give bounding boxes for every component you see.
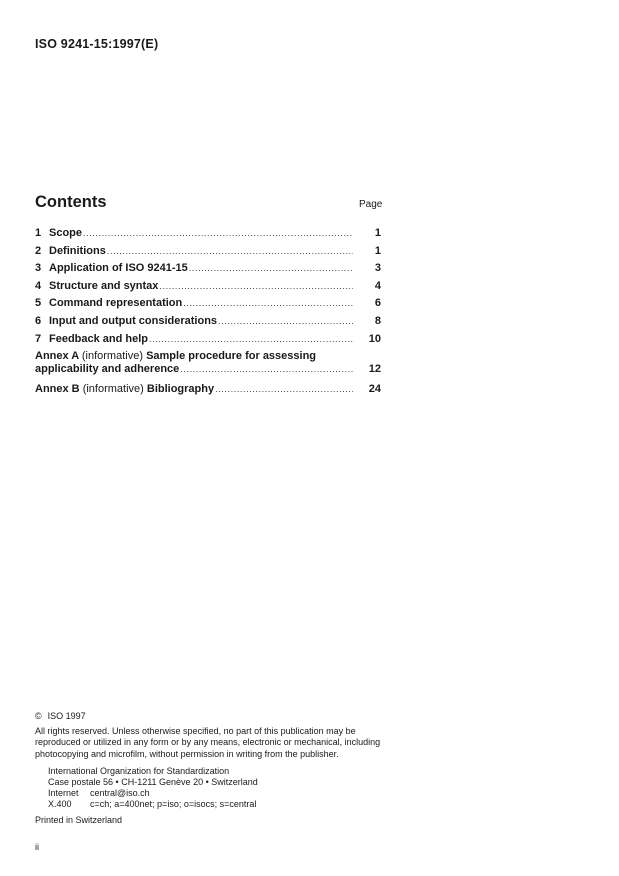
- publisher-address: [48, 766, 385, 810]
- annex-b-label: Annex B: [35, 382, 80, 395]
- toc-annex-a-continued[interactable]: [35, 363, 381, 381]
- toc-entry-number: 6: [35, 314, 42, 327]
- toc-entry-title: Application of ISO 9241-15: [49, 262, 188, 275]
- org-name: International Organization for Standardization: [48, 766, 230, 776]
- dot-leader: [159, 281, 353, 291]
- toc-entry-title: Feedback and help: [49, 332, 149, 345]
- toc-entry-title: Command representation: [49, 297, 183, 310]
- toc-annex-a[interactable]: [35, 350, 381, 363]
- toc-entry-page: 10: [368, 332, 381, 345]
- dot-leader: [218, 316, 353, 326]
- toc-entry-page: 3: [374, 262, 381, 275]
- toc-entry-page: 12: [368, 363, 381, 376]
- toc-entry-number: 3: [35, 262, 42, 275]
- toc-entry-page: 1: [374, 227, 381, 239]
- annex-a-title-line1: Sample procedure for assessing: [146, 350, 317, 363]
- dot-leader: [107, 246, 353, 256]
- x400-address: c=ch; a=400net; p=iso; o=isocs; s=central: [90, 799, 257, 809]
- annex-a-qualifier: (informative): [81, 350, 143, 363]
- toc-entry-title: Scope: [49, 227, 83, 239]
- toc-entry-page: 24: [368, 382, 381, 395]
- annex-a-title-line2: applicability and adherence: [35, 363, 180, 376]
- toc-entry[interactable]: [35, 262, 381, 280]
- toc-entry-page: 4: [374, 279, 381, 292]
- dot-leader: [180, 364, 353, 374]
- printed-in: Printed in Switzerland: [35, 815, 123, 825]
- toc-entry-number: 2: [35, 244, 42, 257]
- copyright-icon: ©: [35, 711, 42, 721]
- toc-entry-title: Definitions: [49, 244, 106, 257]
- toc-entry[interactable]: [35, 315, 381, 333]
- page-column-label: Page: [359, 199, 383, 210]
- toc-entry[interactable]: [35, 297, 381, 315]
- internet-row: [48, 788, 385, 799]
- copyright-block: [35, 711, 385, 827]
- rights-statement: All rights reserved. Unless otherwise specified, no part of this publication may be reproduced or utilized in any form or by any means, electronic or mechanical, including photocopying and microfilm, without permission in writing from the publisher.: [35, 725, 381, 759]
- copyright-line: [35, 711, 385, 723]
- toc-entry-number: 4: [35, 279, 42, 292]
- copyright-year: ISO 1997: [47, 711, 86, 721]
- dot-leader: [149, 334, 353, 344]
- toc-annex-b[interactable]: [35, 383, 381, 401]
- x400-label: X.400: [48, 799, 72, 809]
- annex-a-label: Annex A: [35, 350, 79, 363]
- contents-heading: Contents: [35, 193, 107, 211]
- toc-entry-title: Input and output considerations: [49, 314, 218, 327]
- toc-entry-number: 5: [35, 297, 42, 310]
- annex-b-heading: [35, 383, 214, 395]
- dot-leader: [183, 298, 353, 308]
- dot-leader: [189, 263, 353, 273]
- toc-entry-number: 7: [35, 332, 42, 345]
- annex-b-title: Bibliography: [146, 382, 215, 395]
- table-of-contents: [35, 227, 381, 400]
- internet-label: Internet: [48, 788, 79, 798]
- toc-entry[interactable]: [35, 333, 381, 351]
- dot-leader: [83, 228, 353, 238]
- annex-b-qualifier: (informative): [82, 382, 144, 395]
- toc-entry-page: 6: [374, 297, 381, 310]
- internet-email[interactable]: central@iso.ch: [90, 788, 150, 798]
- toc-entry-page: 8: [374, 314, 381, 327]
- toc-entry-number: 1: [35, 227, 42, 239]
- x400-row: [48, 799, 385, 810]
- document-id-header: ISO 9241-15:1997(E): [35, 37, 159, 51]
- page-number: ii: [35, 842, 39, 852]
- toc-entry-title: Structure and syntax: [49, 279, 159, 292]
- toc-entry[interactable]: [35, 227, 381, 245]
- postal-address: Case postale 56 • CH-1211 Genève 20 • Switzerland: [48, 777, 258, 787]
- toc-entry-page: 1: [374, 244, 381, 257]
- annex-a-heading: [35, 350, 316, 362]
- toc-entry[interactable]: [35, 280, 381, 298]
- toc-entry[interactable]: [35, 245, 381, 263]
- dot-leader: [215, 384, 353, 394]
